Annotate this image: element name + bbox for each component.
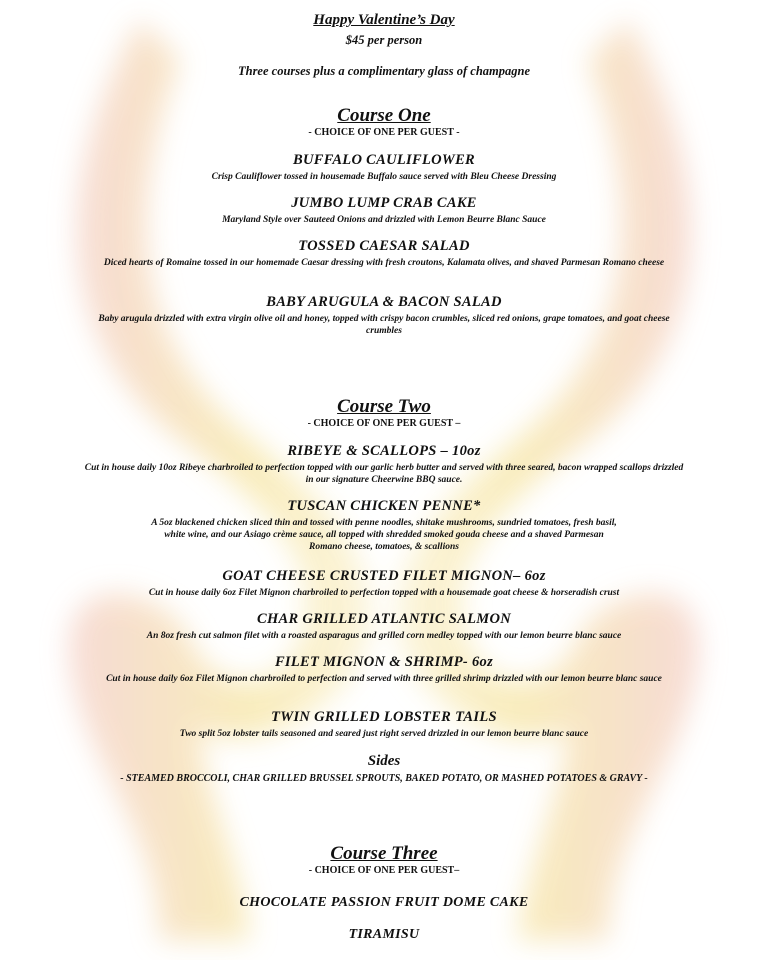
course-one-heading: Course One (337, 105, 431, 126)
dish-name: JUMBO LUMP CRAB CAKE (291, 195, 477, 211)
dish-description: Cut in house daily 6oz Filet Mignon charbroiled to perfection topped with a housemade goat cheese & horseradish crust (148, 588, 620, 598)
course-two-choice: - CHOICE OF ONE PER GUEST – (307, 418, 461, 429)
course-one-choice: - CHOICE OF ONE PER GUEST - (308, 127, 460, 138)
course-three-heading: Course Three (330, 843, 438, 864)
dish-description: Diced hearts of Romaine tossed in our homemade Caesar dressing with fresh croutons, Kalamata olives, and shaved Parmesan Romano cheese (103, 258, 665, 268)
dish-name: GOAT CHEESE CRUSTED FILET MIGNON– 6oz (222, 568, 546, 584)
dish-description: A 5oz blackened chicken sliced thin and tossed with penne noodles, shitake mushrooms, sundried tomatoes, fresh basil, white wine, and our Asiago crème sauce, all topped with shredded smoked gouda cheese and a shaved Parmesan Romano cheese, tomatoes, & scallions (151, 518, 617, 552)
dish-description: Cut in house daily 6oz Filet Mignon charbroiled to perfection and served with three grilled shrimp drizzled with our lemon beurre blanc sauce (106, 674, 662, 684)
menu-title: Happy Valentine’s Day (313, 12, 455, 28)
sides-heading: Sides (367, 753, 401, 769)
dish-description: Maryland Style over Sauteed Onions and drizzled with Lemon Beurre Blanc Sauce (222, 215, 546, 225)
dish-name: FILET MIGNON & SHRIMP- 6oz (274, 654, 494, 670)
sides-list: - STEAMED BROCCOLI, CHAR GRILLED BRUSSEL SPROUTS, BAKED POTATO, OR MASHED POTATOES & GRAVY - (120, 773, 648, 784)
menu-intro: Three courses plus a complimentary glass of champagne (237, 64, 531, 78)
dish-name: BABY ARUGULA & BACON SALAD (266, 294, 502, 310)
dish-name: RIBEYE & SCALLOPS – 10oz (287, 443, 481, 459)
dessert-name: CHOCOLATE PASSION FRUIT DOME CAKE (239, 895, 529, 910)
dish-name: TUSCAN CHICKEN PENNE* (287, 498, 481, 514)
dish-name: BUFFALO CAULIFLOWER (292, 152, 476, 168)
dish-description: An 8oz fresh cut salmon filet with a roasted asparagus and grilled corn medley topped with our lemon beurre blanc sauce (146, 631, 622, 641)
dish-description: Cut in house daily 10oz Ribeye charbroiled to perfection topped with our garlic herb butter and served with three seared, bacon wrapped scallops drizzled in our signature Cheerwine BBQ sauce. (84, 463, 684, 485)
course-three-choice: - CHOICE OF ONE PER GUEST– (308, 865, 460, 876)
dish-name: CHAR GRILLED ATLANTIC SALMON (256, 611, 511, 627)
dish-description: Two split 5oz lobster tails seasoned and seared just right served drizzled in our lemon beurre blanc sauce (179, 729, 589, 739)
dish-name: TWIN GRILLED LOBSTER TAILS (271, 709, 497, 725)
menu-price: $45 per person (345, 33, 423, 47)
dish-description: Crisp Cauliflower tossed in housemade Buffalo sauce served with Bleu Cheese Dressing (211, 172, 557, 182)
course-two-heading: Course Two (337, 396, 431, 417)
dish-description: Baby arugula drizzled with extra virgin olive oil and honey, topped with crispy bacon crumbles, sliced red onions, grape tomatoes, and goat cheese crumbles (98, 314, 670, 336)
dessert-name: TIRAMISU (348, 927, 420, 942)
dish-name: TOSSED CAESAR SALAD (298, 238, 470, 254)
